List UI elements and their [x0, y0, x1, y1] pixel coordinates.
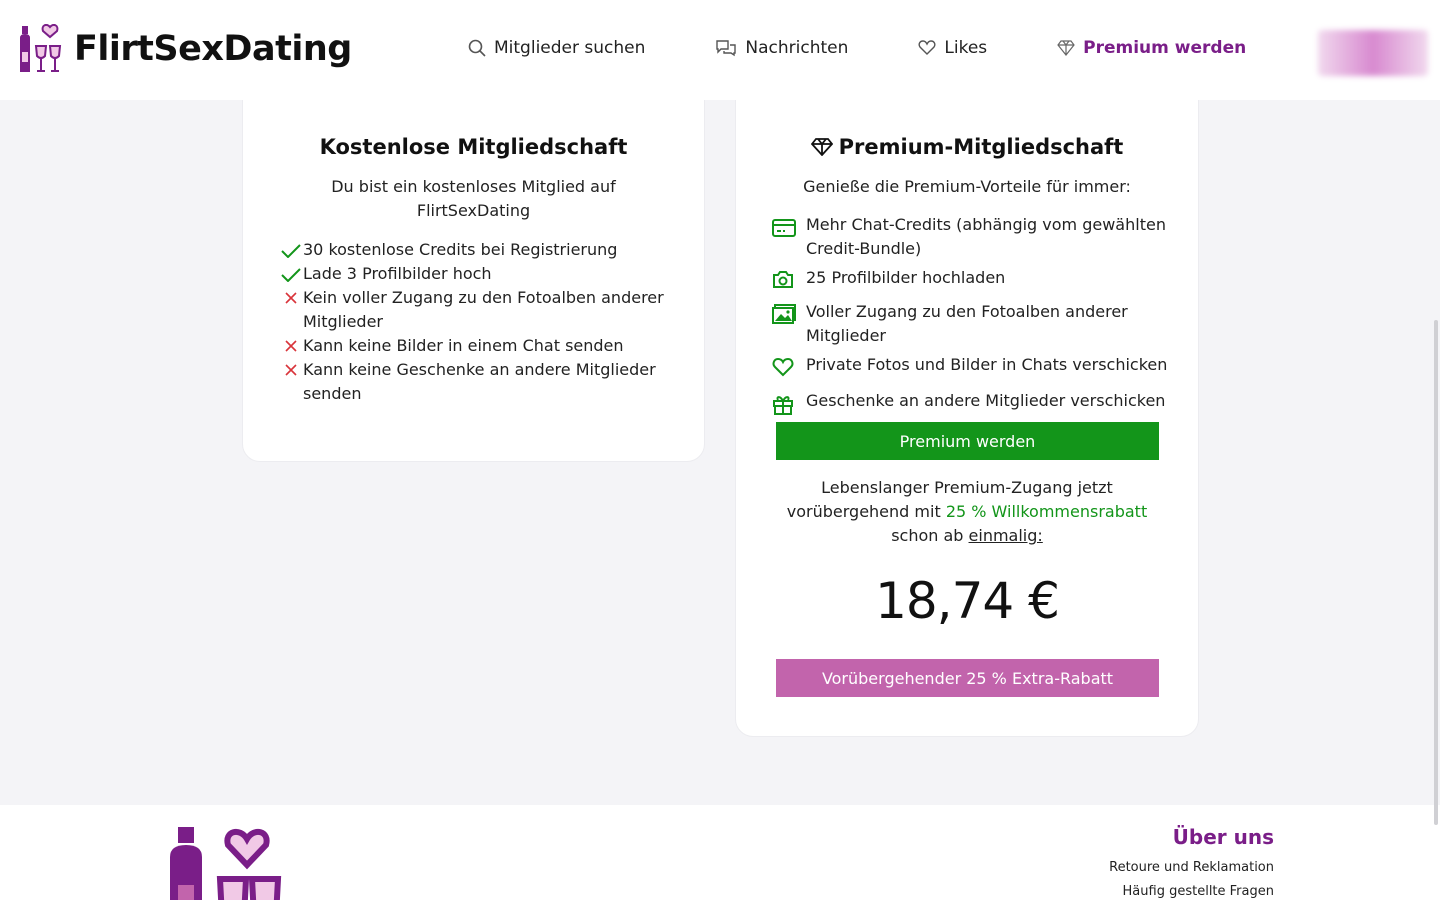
price-display: 18,74 € [875, 572, 1059, 630]
main-nav [468, 38, 1246, 58]
search-icon [468, 39, 486, 57]
user-avatar[interactable] [1318, 30, 1428, 76]
feature-text: Voller Zugang zu den Fotoalben anderer Mitglieder [806, 302, 1128, 345]
nav-premium[interactable] [1057, 38, 1246, 58]
feature-text: 30 kostenlose Credits bei Registrierung [303, 240, 618, 259]
promo-once: einmalig: [968, 526, 1043, 545]
free-feature-list [279, 238, 679, 406]
cross-icon [285, 364, 297, 376]
promo-text [766, 476, 1168, 548]
nav-premium-label: Premium werden [1083, 38, 1247, 58]
wine-glasses-heart-icon [168, 827, 284, 900]
wine-glasses-heart-icon [16, 24, 66, 74]
nav-messages[interactable] [715, 38, 848, 58]
feature-text: Lade 3 Profilbilder hoch [303, 264, 492, 283]
extra-discount-button[interactable]: Vorübergehender 25 % Extra-Rabatt [776, 659, 1159, 697]
cross-icon [285, 340, 297, 352]
nav-likes[interactable] [918, 38, 987, 58]
list-item [772, 389, 1182, 422]
free-membership-card [242, 96, 705, 462]
list-item [772, 266, 1182, 295]
feature-text: Mehr Chat-Credits (abhängig vom gewählten Credit-Bundle) [806, 215, 1166, 258]
chat-bubbles-icon [715, 39, 737, 57]
become-premium-button[interactable]: Premium werden [776, 422, 1159, 460]
footer-logo[interactable] [168, 827, 284, 900]
promo-part2: schon ab [891, 526, 964, 545]
free-card-title [243, 135, 704, 159]
check-icon [281, 268, 301, 282]
list-item [279, 262, 679, 286]
nav-search-label: Mitglieder suchen [494, 38, 646, 58]
list-item [772, 213, 1182, 261]
heart-outline-icon [918, 40, 936, 56]
site-footer [0, 805, 1440, 900]
premium-card-title [736, 135, 1198, 159]
diamond-icon [1057, 40, 1075, 56]
free-card-title-text: Kostenlose Mitgliedschaft [319, 135, 628, 159]
image-icon [772, 304, 796, 324]
free-card-subtitle: Du bist ein kostenloses Mitglied auf FlirtSexDating [331, 177, 616, 220]
promo-discount: 25 % Willkommensrabatt [945, 502, 1148, 521]
feature-text: Kann keine Geschenke an andere Mitglieder senden [303, 360, 656, 403]
diamond-icon [811, 138, 833, 156]
credit-card-icon [772, 217, 796, 237]
list-item [279, 238, 679, 262]
list-item [279, 286, 679, 334]
nav-likes-label: Likes [944, 38, 988, 58]
site-header [0, 0, 1440, 100]
brand-name: FlirtSexDating [74, 29, 352, 69]
feature-text: Geschenke an andere Mitglieder verschicken [806, 391, 1166, 410]
premium-membership-card [735, 96, 1199, 737]
heart-icon [772, 357, 794, 377]
camera-icon [772, 270, 794, 288]
gift-icon [772, 393, 794, 415]
cross-icon [285, 292, 297, 304]
footer-link-faq[interactable]: Häufig gestellte Fragen [1122, 884, 1274, 899]
feature-text: Kann keine Bilder in einem Chat senden [303, 336, 624, 355]
footer-link-returns[interactable]: Retoure und Reklamation [1109, 860, 1274, 875]
feature-text: 25 Profilbilder hochladen [806, 268, 1006, 287]
site-logo[interactable] [16, 24, 352, 74]
premium-feature-list [772, 213, 1182, 427]
list-item [772, 353, 1182, 384]
nav-messages-label: Nachrichten [745, 38, 849, 58]
nav-search-members[interactable] [468, 38, 645, 58]
feature-text: Private Fotos und Bilder in Chats verschicken [806, 355, 1168, 374]
footer-heading-about: Über uns [1172, 825, 1274, 849]
premium-card-title-text: Premium-Mitgliedschaft [838, 135, 1124, 159]
feature-text: Kein voller Zugang zu den Fotoalben anderer Mitglieder [303, 288, 664, 331]
page-scrollbar[interactable] [1434, 320, 1438, 825]
check-icon [281, 244, 301, 258]
premium-card-subtitle: Genieße die Premium-Vorteile für immer: [803, 177, 1131, 196]
list-item [279, 334, 679, 358]
list-item [772, 300, 1182, 348]
list-item [279, 358, 679, 406]
promo-part1: Lebenslanger Premium-Zugang jetzt vorübergehend mit [786, 478, 1113, 521]
